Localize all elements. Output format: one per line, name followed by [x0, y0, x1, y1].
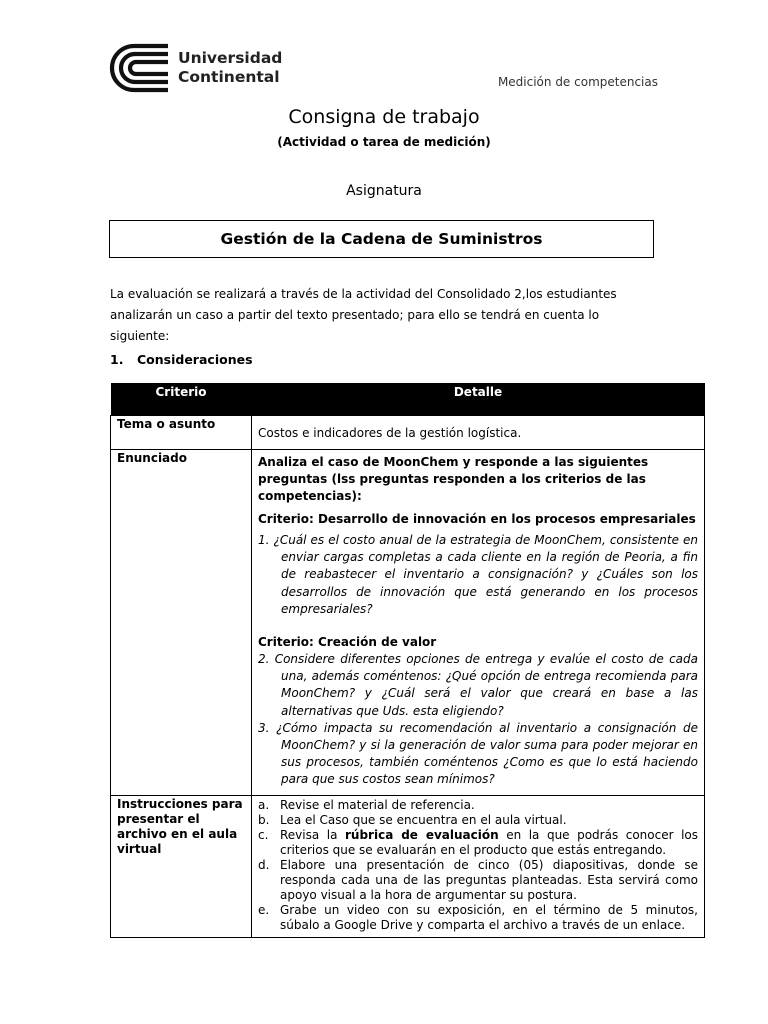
- criterion-innovation: Criterio: Desarrollo de innovación en los procesos empresariales: [258, 512, 696, 526]
- table-row-tema: [111, 416, 705, 450]
- instruction-list: [258, 798, 698, 933]
- course-name: Gestión de la Cadena de Suministros: [220, 230, 543, 248]
- instruction-text: Grabe un video con su exposición, en el término de 5 minutos, súbalo a Google Drive y comparta el archivo a través de un enlace.: [280, 902, 698, 932]
- considerations-table: [110, 383, 705, 938]
- section-title: Consideraciones: [137, 352, 253, 367]
- instruction-text-post: en la que podrás conocer los criterios que se evaluarán en el producto que estás entregando.: [280, 827, 699, 857]
- instruction-item: [258, 858, 698, 903]
- instruction-item: [258, 798, 698, 813]
- instruction-marker: a.: [258, 797, 270, 812]
- intro-paragraph: La evaluación se realizará a través de la actividad del Consolidado 2,los estudiantes analizarán un caso a partir del texto presentado; para ello se tendrá en cuenta lo siguiente:: [110, 287, 617, 343]
- tema-label: Tema o asunto: [111, 416, 252, 450]
- instruction-marker: e.: [258, 902, 270, 917]
- enunciado-label: Enunciado: [111, 450, 252, 796]
- instruction-marker: d.: [258, 857, 270, 872]
- table-row-instrucciones: [111, 795, 705, 937]
- instruction-item: [258, 813, 698, 828]
- tema-value: Costos e indicadores de la gestión logística.: [252, 416, 705, 450]
- instruction-text: Lea el Caso que se encuentra en el aula virtual.: [280, 812, 567, 827]
- header-right-text: Medición de competencias: [497, 75, 658, 89]
- university-logo: [108, 43, 282, 93]
- question-list-2: [258, 651, 698, 789]
- asignatura-label: Asignatura: [346, 183, 422, 199]
- table-row-enunciado: [111, 450, 705, 796]
- enunciado-heading: Analiza el caso de MoonChem y responde a las siguientes preguntas (lss preguntas responden a los criterios de las competencias):: [258, 455, 649, 503]
- section-heading: [110, 352, 253, 367]
- rubric-emphasis: rúbrica de evaluación: [345, 827, 499, 842]
- university-emblem-icon: [108, 43, 172, 93]
- criterion-value: Criterio: Creación de valor: [258, 635, 437, 650]
- table-header-row: [111, 383, 705, 416]
- instrucciones-label: Instrucciones para presentar el archivo en el aula virtual: [111, 795, 252, 937]
- page-subtitle: (Actividad o tarea de medición): [277, 135, 491, 149]
- question-3: 3. ¿Cómo impacta su recomendación al inventario a consignación de MoonChem? y si la generación de valor suma para poder mejorar en sus procesos, también coméntenos ¿Como es que lo está haciendo para que sus costos sean mínimos?: [258, 720, 698, 787]
- instrucciones-content: [252, 795, 705, 937]
- header-criterio: Criterio: [111, 383, 252, 416]
- course-name-box: [109, 220, 654, 258]
- instruction-text-pre: Revisa la: [280, 827, 345, 842]
- logo-line-1: Universidad: [178, 49, 283, 67]
- header-detalle: Detalle: [252, 383, 705, 416]
- university-name: [178, 49, 282, 87]
- instruction-marker: b.: [258, 812, 270, 827]
- logo-line-2: Continental: [178, 68, 280, 86]
- instruction-item: [258, 828, 698, 858]
- instruction-item: [258, 903, 698, 933]
- instruction-text: Revise el material de referencia.: [280, 797, 475, 812]
- question-2: 2. Considere diferentes opciones de entrega y evalúe el costo de cada una, además coméntenos: ¿Qué opción de entrega recomienda para MoonChem? y ¿Cuál será el valor que creará en base a las alternativas que Uds. esta eligiendo?: [258, 652, 698, 718]
- page-title: Consigna de trabajo: [288, 106, 480, 128]
- section-number: 1.: [110, 352, 124, 367]
- enunciado-content: [252, 450, 705, 796]
- question-1: 1. ¿Cuál es el costo anual de la estrategia de MoonChem, consistente en enviar cargas completas a cada cliente en la región de Peoria, a fin de reabastecer el inventario a consignación? y ¿Cuáles son los desarrollos de innovación que está generando en los procesos empresariales?: [258, 533, 698, 616]
- instruction-marker: c.: [258, 827, 269, 842]
- question-list-1: [258, 532, 698, 618]
- instruction-text: Elabore una presentación de cinco (05) diapositivas, donde se responda cada una de las preguntas planteadas. Esta servirá como apoyo visual a la hora de argumentar su postura.: [280, 857, 698, 902]
